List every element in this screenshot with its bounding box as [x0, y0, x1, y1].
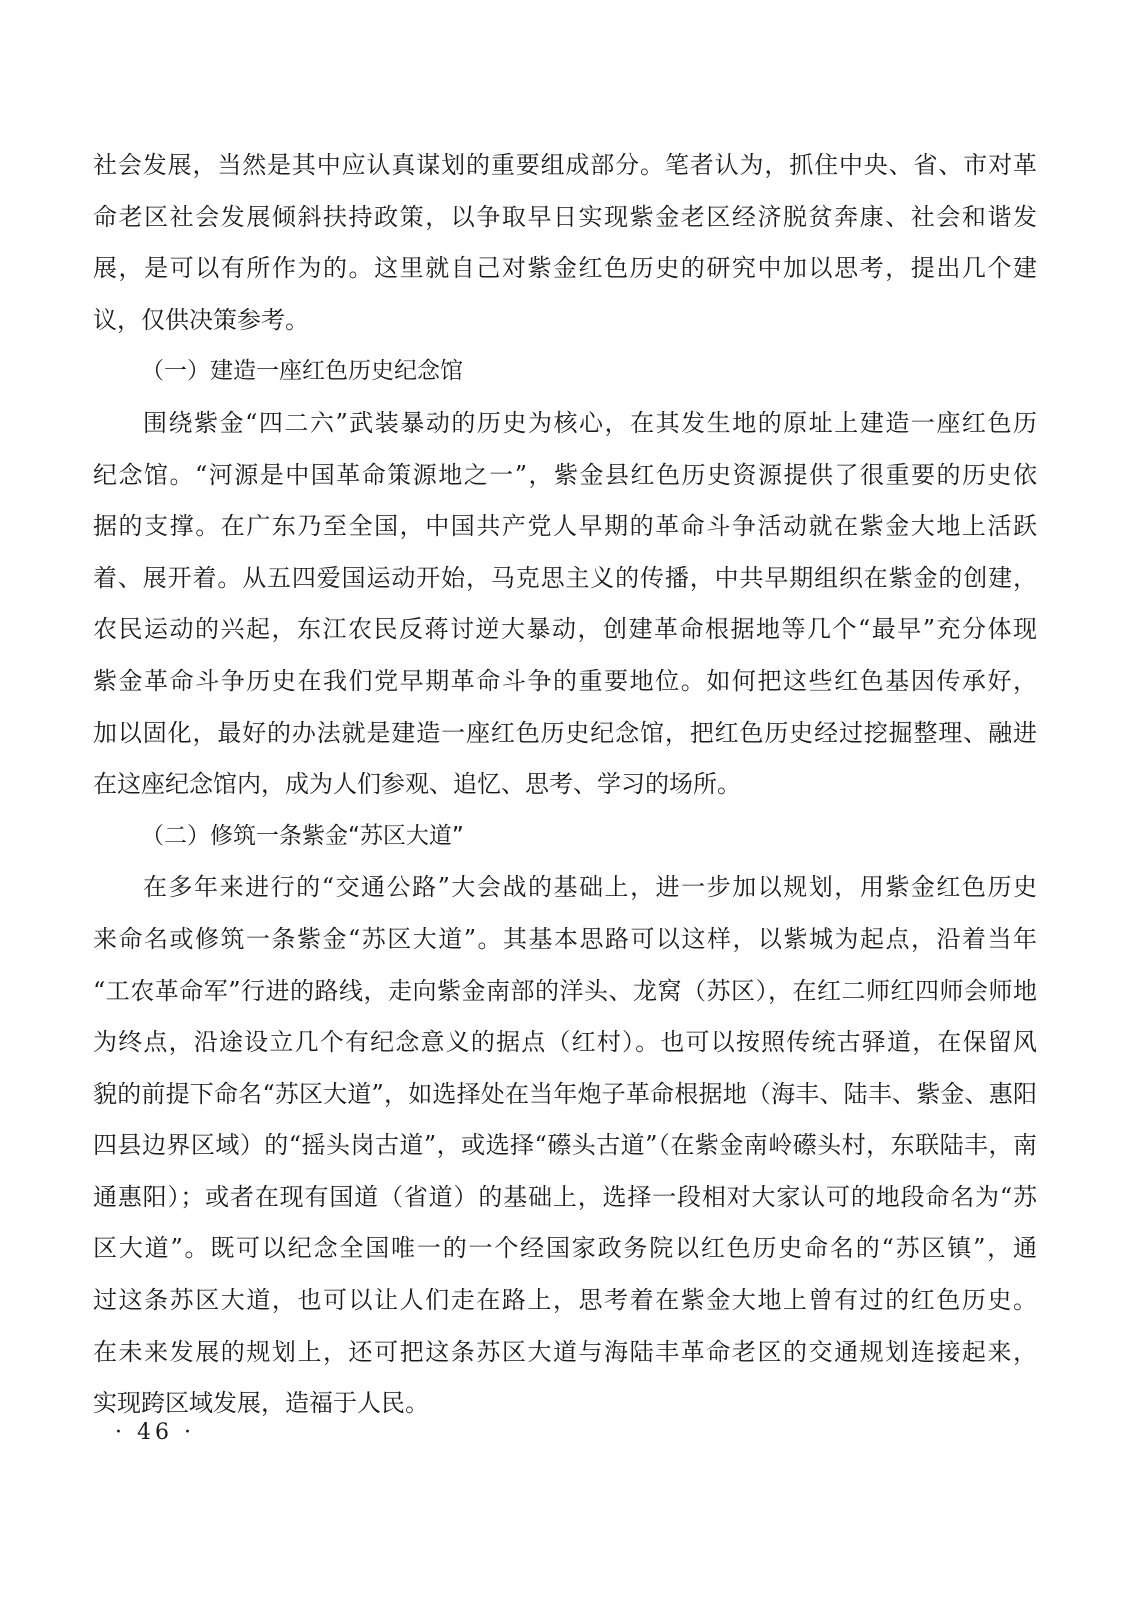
text-line: 过这条苏区大道，也可以让人们走在路上，思考着在紫金大地上曾有过的红色历史。 — [93, 1286, 1037, 1315]
text-line: 命老区社会发展倾斜扶持政策，以争取早日实现紫金老区经济脱贫奔康、社会和谐发 — [93, 202, 1037, 231]
text-line: 实现跨区域发展，造福于人民。 — [93, 1389, 429, 1418]
text-line: 着、展开着。从五四爱国运动开始，马克思主义的传播，中共早期组织在紫金的创建， — [93, 563, 1037, 592]
text-line: 纪念馆。“河源是中国革命策源地之一”，紫金县红色历史资源提供了很重要的历史依 — [93, 460, 1037, 489]
text-line: 为终点，沿途设立几个有纪念意义的据点（红村）。也可以按照传统古驿道，在保留风 — [93, 1028, 1037, 1057]
text-line: 据的支撑。在广东乃至全国，中国共产党人早期的革命斗争活动就在紫金大地上活跃 — [93, 512, 1037, 541]
text-line: 展，是可以有所作为的。这里就自己对紫金红色历史的研究中加以思考，提出几个建 — [93, 254, 1037, 283]
section-heading: （一）建造一座红色历史纪念馆 — [141, 358, 463, 385]
text-line: 区大道”。既可以纪念全国唯一的一个经国家政务院以红色历史命名的“苏区镇”，通 — [93, 1234, 1037, 1263]
text-line: 来命名或修筑一条紫金“苏区大道”。其基本思路可以这样，以紫城为起点，沿着当年 — [93, 924, 1037, 953]
text-line: 貌的前提下命名“苏区大道”，如选择处在当年炮子革命根据地（海丰、陆丰、紫金、惠阳 — [93, 1079, 1037, 1108]
text-line: “工农革命军”行进的路线，走向紫金南部的洋头、龙窝（苏区），在红二师红四师会师地 — [93, 976, 1037, 1005]
text-line: 围绕紫金“四二六”武装暴动的历史为核心，在其发生地的原址上建造一座红色历 — [143, 408, 1037, 437]
text-line: 在这座纪念馆内，成为人们参观、追忆、思考、学习的场所。 — [93, 770, 741, 799]
text-line: 通惠阳）；或者在现有国道（省道）的基础上，选择一段相对大家认可的地段命名为“苏 — [93, 1182, 1037, 1211]
text-line: 加以固化，最好的办法就是建造一座红色历史纪念馆，把红色历史经过挖掘整理、融进 — [93, 718, 1037, 747]
text-line: 四县边界区域）的“摇头岗古道”，或选择“礤头古道”（在紫金南岭礤头村，东联陆丰，南 — [93, 1131, 1037, 1160]
text-line: 紫金革命斗争历史在我们党早期革命斗争的重要地位。如何把这些红色基因传承好， — [93, 666, 1037, 695]
text-line: 农民运动的兴起，东江农民反蒋讨逆大暴动，创建革命根据地等几个“最早”充分体现 — [93, 615, 1037, 644]
text-line: 议，仅供决策参考。 — [93, 305, 309, 334]
text-line: 在多年来进行的“交通公路”大会战的基础上，进一步加以规划，用紫金红色历史 — [143, 873, 1037, 902]
section-heading: （二）修筑一条紫金“苏区大道” — [141, 822, 464, 849]
body-text — [93, 140, 1037, 1430]
text-line: 社会发展，当然是其中应认真谋划的重要组成部分。笔者认为，抓住中央、省、市对革 — [93, 151, 1037, 179]
text-line: 在未来发展的规划上，还可把这条苏区大道与海陆丰革命老区的交通规划连接起来， — [93, 1337, 1037, 1366]
page-number: · 46 · — [115, 1420, 195, 1445]
